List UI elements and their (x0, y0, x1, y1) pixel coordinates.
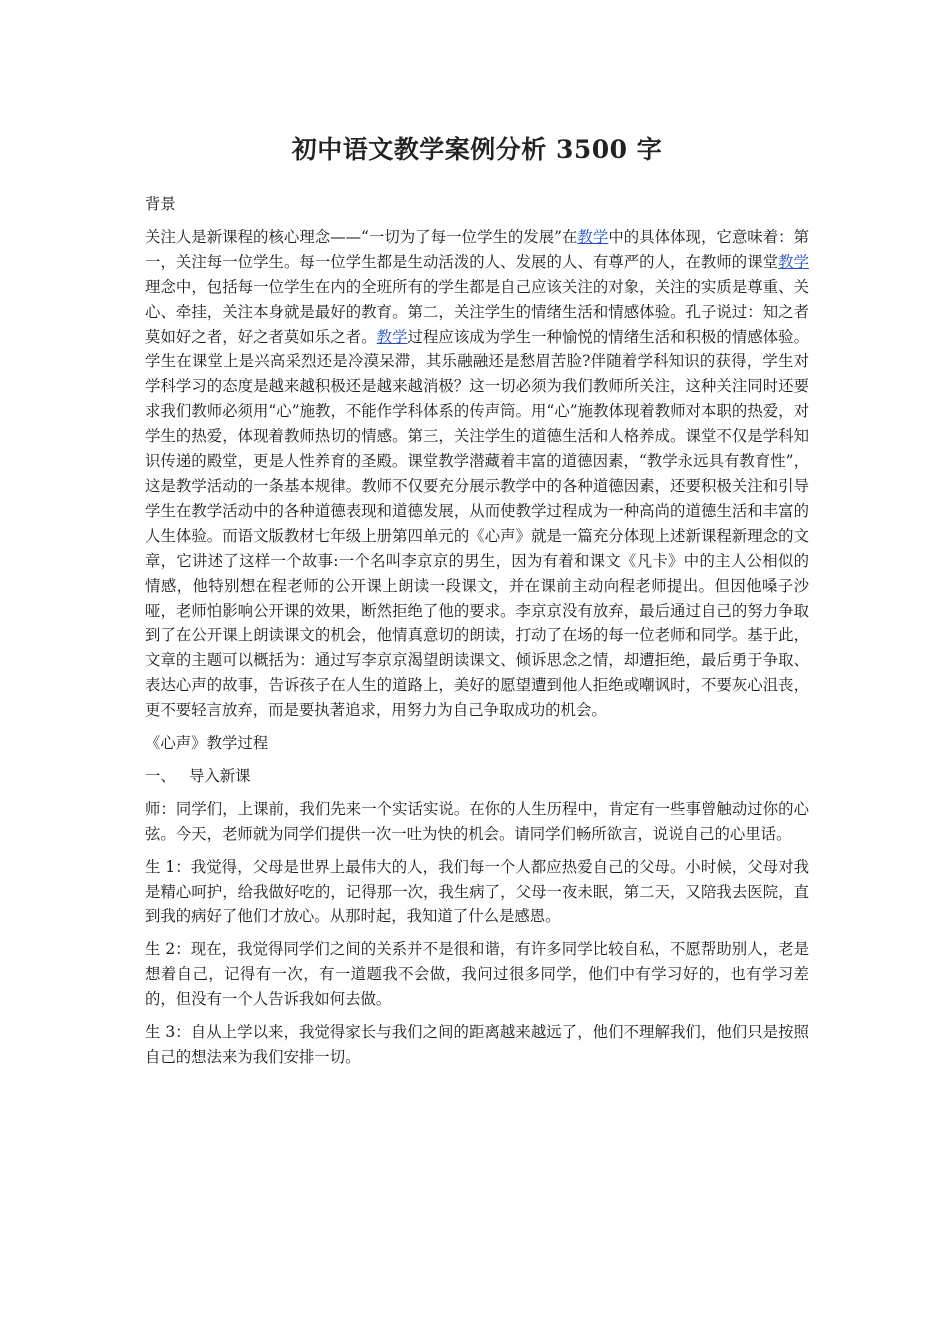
document-page (145, 130, 809, 1078)
paragraph-text: 过程应该成为学生一种愉悦的情绪生活和积极的情感体验。学生在课堂上是兴高采烈还是冷漠呆滞，其乐融融还是愁眉苦脸?伴随着学科知识的获得，学生对学科学习的态度是越来越积极还是越来越消极？这一切必须为我们教师所关注，这种关注同时还要求我们教师必须用“心”施教，不能作学科体系的传声筒。用“心”施教体现着教师对本职的热爱，对学生的热爱，体现着教师热切的情感。第三，关注学生的道德生活和人格养成。课堂不仅是学科知识传递的殿堂，更是人性养育的圣殿。课堂教学潜藏着丰富的道德因素，“教学永远具有教育性”，这是教学活动的一条基本规律。教师不仅要充分展示教学中的各种道德因素，还要积极关注和引导学生在教学活动中的各种道德表现和道德发展，从而使教学过程成为一种高尚的道德生活和丰富的人生体验。而语文版教材七年级上册第四单元的《心声》就是一篇充分体现上述新课程新理念的文章，它讲述了这样一个故事:一个名叫李京京的男生，因为有着和课文《凡卡》中的主人公相似的情感，他特别想在程老师的公开课上朗读一段课文，并在课前主动向程老师提出。但因他嗓子沙哑，老师怕影响公开课的效果，断然拒绝了他的要求。李京京没有放弃，最后通过自己的努力争取到了在公开课上朗读课文的机会，他情真意切的朗读，打动了在场的每一位老师和同学。基于此，文章的主题可以概括为：通过写李京京渴望朗读课文、倾诉思念之情，却遭拒绝，最后勇于争取、表达心声的故事，告诉孩子在人生的道路上，美好的愿望遭到他人拒绝或嘲讽时，不要灰心沮丧，更不要轻言放弃，而是要执著追求，用努力为自己争取成功的机会。 (145, 327, 809, 720)
student-1-paragraph: 生 1：我觉得，父母是世界上最伟大的人，我们每一个人都应热爱自己的父母。小时候，父母对我是精心呵护，给我做好吃的，记得那一次，我生病了，父母一夜未眠，第二天，又陪我去医院，直到我的病好了他们才放心。从那时起，我知道了什么是感恩。 (145, 857, 809, 926)
background-paragraph (145, 225, 809, 723)
step-heading (145, 764, 809, 789)
paragraph-text: 关注人是新课程的核心理念——“一切为了每一位学生的发展”在 (145, 227, 578, 246)
document-title: 初中语文教学案例分析 3500 字 (291, 135, 663, 164)
student-2-paragraph: 生 2：现在，我觉得同学们之间的关系并不是很和谐，有许多同学比较自私，不愿帮助别人，老是想着自己，记得有一次，有一道题我不会做，我问过很多同学，他们中有学习好的，也有学习差的，但没有一个人告诉我如何去做。 (145, 940, 809, 1009)
section-heading-background: 背景 (145, 195, 176, 213)
step-label: 导入新课 (189, 766, 251, 785)
teaching-link[interactable]: 教学 (577, 227, 609, 246)
section-heading-process: 《心声》教学过程 (145, 734, 269, 753)
student-3-paragraph: 生 3：自从上学以来，我觉得家长与我们之间的距离越来越远了，他们不理解我们，他们只是按照自己的想法来为我们安排一切。 (145, 1023, 809, 1066)
teaching-link[interactable]: 教学 (376, 327, 408, 346)
paragraph-text: 中的具体体现，它意味着：第一，关注每一位学生。每一位学生都是生动活泼的人、发展的人、有尊严的人，在教师的课堂 (145, 227, 809, 271)
step-number: 一、 (145, 766, 176, 785)
paragraph-text: 理念中，包括每一位学生在内的全班所有的学生都是自己应该关注的对象，关注的实质是尊重、关心、牵挂，关注本身就是最好的教育。第二，关注学生的情绪生活和情感体验。孔子说过：知之者莫如好之者，好之者莫如乐之者。 (145, 277, 809, 346)
teacher-paragraph: 师：同学们，上课前，我们先来一个实话实说。在你的人生历程中，肯定有一些事曾触动过你的心弦。今天，老师就为同学们提供一次一吐为快的机会。请同学们畅所欲言，说说自己的心里话。 (145, 799, 809, 843)
teaching-link[interactable]: 教学 (778, 252, 809, 271)
